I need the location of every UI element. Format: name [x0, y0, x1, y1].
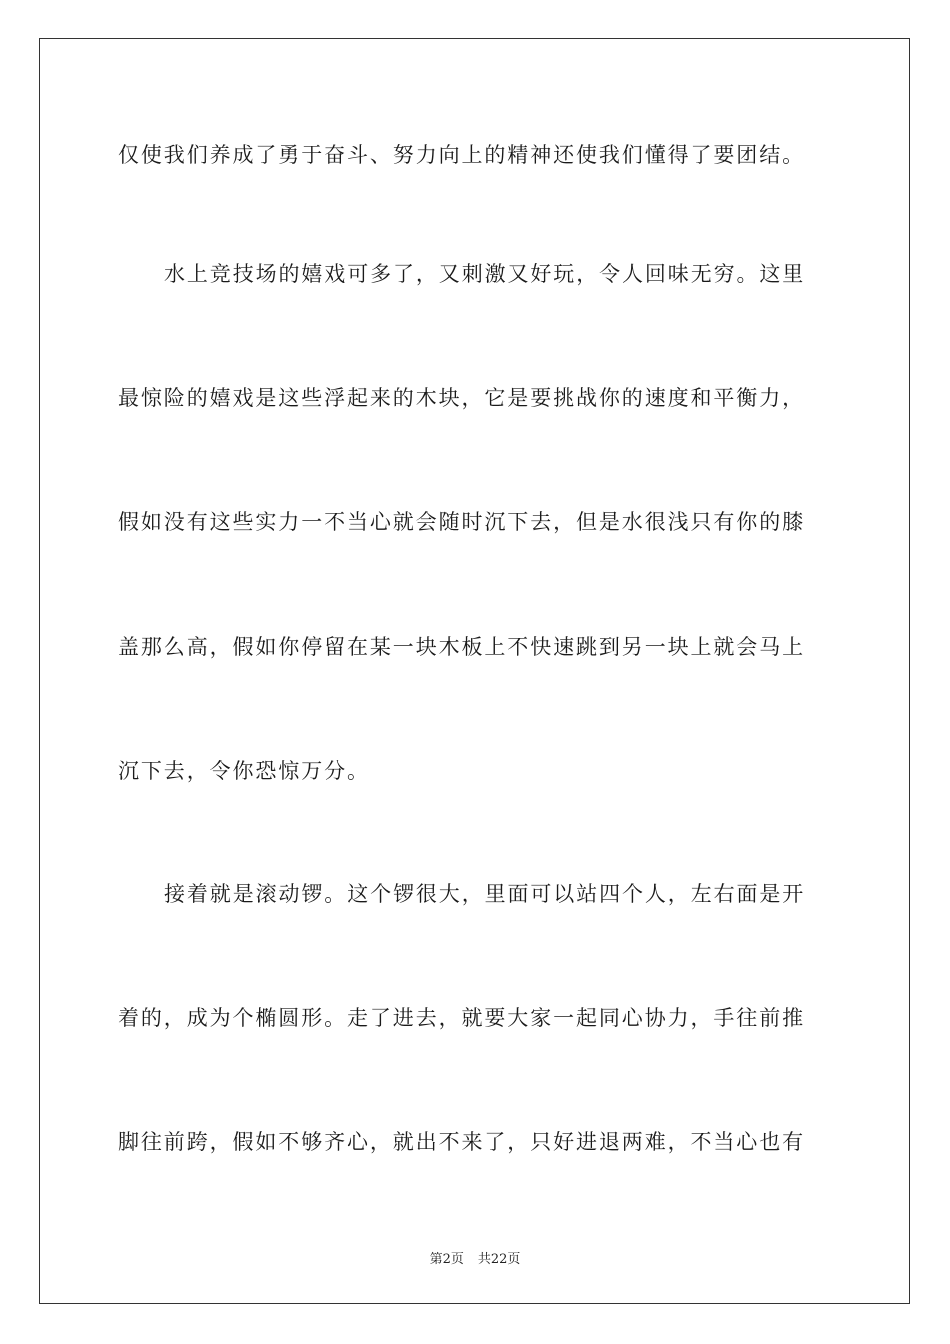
paragraph-line: 沉下去，令你恐惊万分。 [118, 759, 370, 783]
paragraph-line: 水上竞技场的嬉戏可多了，又刺激又好玩，令人回味无穷。这里 [164, 262, 806, 286]
paragraph-line: 仅使我们养成了勇于奋斗、努力向上的精神还使我们懂得了要团结。 [118, 143, 805, 167]
page-frame [39, 38, 910, 1304]
paragraph-line: 假如没有这些实力一不当心就会随时沉下去，但是水很浅只有你的膝 [118, 510, 805, 534]
paragraph-line: 盖那么高，假如你停留在某一块木板上不快速跳到另一块上就会马上 [118, 635, 805, 659]
page-number: 第2页 [429, 1252, 464, 1267]
paragraph-line: 接着就是滚动锣。这个锣很大，里面可以站四个人，左右面是开 [164, 882, 806, 906]
page-footer [0, 1248, 950, 1267]
paragraph-line: 着的，成为个椭圆形。走了进去，就要大家一起同心协力，手往前推 [118, 1006, 805, 1030]
total-pages: 共22页 [477, 1252, 521, 1267]
paragraph-line: 脚往前跨，假如不够齐心，就出不来了，只好进退两难，不当心也有 [118, 1130, 805, 1154]
paragraph-line: 最惊险的嬉戏是这些浮起来的木块，它是要挑战你的速度和平衡力， [118, 386, 805, 410]
